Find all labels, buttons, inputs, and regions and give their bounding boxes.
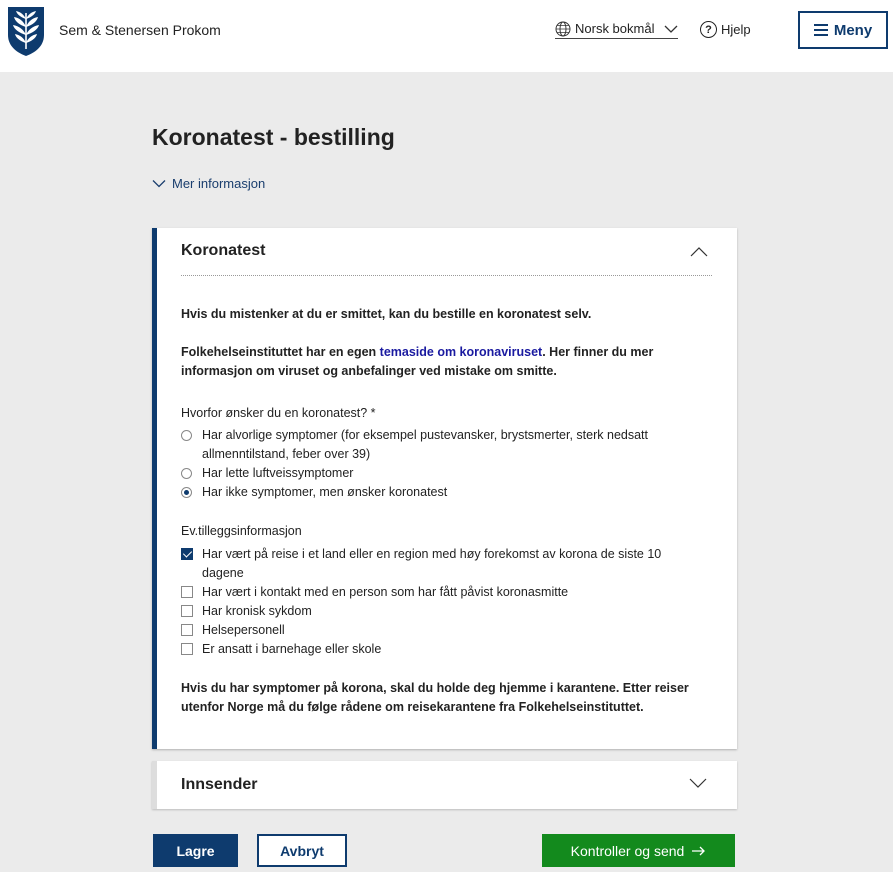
extra-info-label: Ev.tilleggsinformasjon	[181, 524, 302, 538]
info-text-post: . Her finner du mer informasjon om viruset og anbefalinger ved mistake om smitte.	[181, 345, 654, 378]
reason-option-mild[interactable]	[181, 464, 701, 483]
help-label: Hjelp	[721, 22, 751, 37]
checkbox[interactable]	[181, 643, 193, 655]
reason-option-none[interactable]	[181, 483, 701, 502]
menu-label: Meny	[833, 21, 873, 39]
extra-option-chronic[interactable]	[181, 602, 701, 621]
reason-question-label: Hvorfor ønsker du en koronatest? *	[181, 406, 376, 420]
section-title: Koronatest	[181, 242, 266, 259]
checkbox[interactable]	[181, 605, 193, 617]
chevron-down-icon	[664, 24, 678, 34]
info-text	[181, 343, 716, 381]
chevron-down-icon	[152, 179, 166, 188]
site-header	[0, 0, 893, 72]
coat-of-arms-logo[interactable]	[6, 5, 46, 57]
extra-option-health-worker[interactable]	[181, 621, 701, 640]
more-info-label: Mer informasjon	[172, 176, 266, 191]
option-label: Har vært på reise i et land eller en region med høy forekomst av korona de siste 10 dagene	[202, 547, 662, 580]
intro-text: Hvis du mistenker at du er smittet, kan du bestille en koronatest selv.	[181, 307, 592, 321]
radio-button[interactable]	[181, 430, 192, 441]
language-selector[interactable]	[555, 20, 678, 39]
cancel-button[interactable]: Avbryt	[257, 834, 347, 867]
radio-button[interactable]	[181, 468, 192, 479]
section-title: Innsender	[181, 776, 258, 793]
info-text-pre: Folkehelseinstituttet har en egen	[181, 345, 380, 359]
hamburger-icon	[814, 24, 828, 36]
checkbox-checked[interactable]	[181, 548, 193, 560]
radio-button-selected[interactable]	[181, 487, 192, 498]
checkbox[interactable]	[181, 624, 193, 636]
option-label: Helsepersonell	[202, 623, 285, 637]
innsender-section[interactable]	[152, 761, 737, 809]
option-label: Har lette luftveissymptomer	[202, 466, 354, 480]
language-label: Norsk bokmål	[575, 21, 655, 36]
page-title: Koronatest - bestilling	[152, 124, 395, 150]
globe-icon	[555, 21, 571, 37]
arrow-right-icon	[692, 846, 706, 856]
option-label: Har vært i kontakt med en person som har fått påvist koronasmitte	[202, 585, 569, 599]
submit-label: Kontroller og send	[570, 842, 685, 859]
extra-option-travel[interactable]	[181, 545, 671, 583]
menu-button[interactable]	[798, 11, 888, 49]
koronatest-section	[152, 228, 737, 749]
fhi-theme-link[interactable]: temaside om koronaviruset	[379, 345, 543, 359]
reason-option-severe[interactable]	[181, 426, 701, 464]
option-label: Har alvorlige symptomer (for eksempel pustevansker, brystsmerter, sterk nedsatt allmenntilstand, feber over 39)	[202, 428, 648, 461]
chevron-down-icon[interactable]	[689, 778, 707, 789]
koronatest-section-header[interactable]	[181, 242, 712, 276]
option-label: Er ansatt i barnehage eller skole	[202, 642, 382, 656]
org-name: Sem & Stenersen Prokom	[59, 22, 221, 38]
extra-option-contact[interactable]	[181, 583, 701, 602]
help-link[interactable]	[700, 21, 751, 38]
option-label: Har ikke symptomer, men ønsker koronatest	[202, 485, 448, 499]
checkbox[interactable]	[181, 586, 193, 598]
more-info-toggle[interactable]	[152, 176, 265, 191]
submit-button[interactable]	[542, 834, 735, 867]
chevron-up-icon[interactable]	[690, 246, 708, 257]
question-icon: ?	[700, 21, 717, 38]
save-button[interactable]: Lagre	[153, 834, 238, 867]
quarantine-note: Hvis du har symptomer på korona, skal du holde deg hjemme i karantene. Etter reiser utenfor Norge må du følge rådene om reisekarantene fra Folkehelseinstituttet.	[181, 681, 689, 714]
extra-option-school-worker[interactable]	[181, 640, 701, 659]
option-label: Har kronisk sykdom	[202, 604, 312, 618]
